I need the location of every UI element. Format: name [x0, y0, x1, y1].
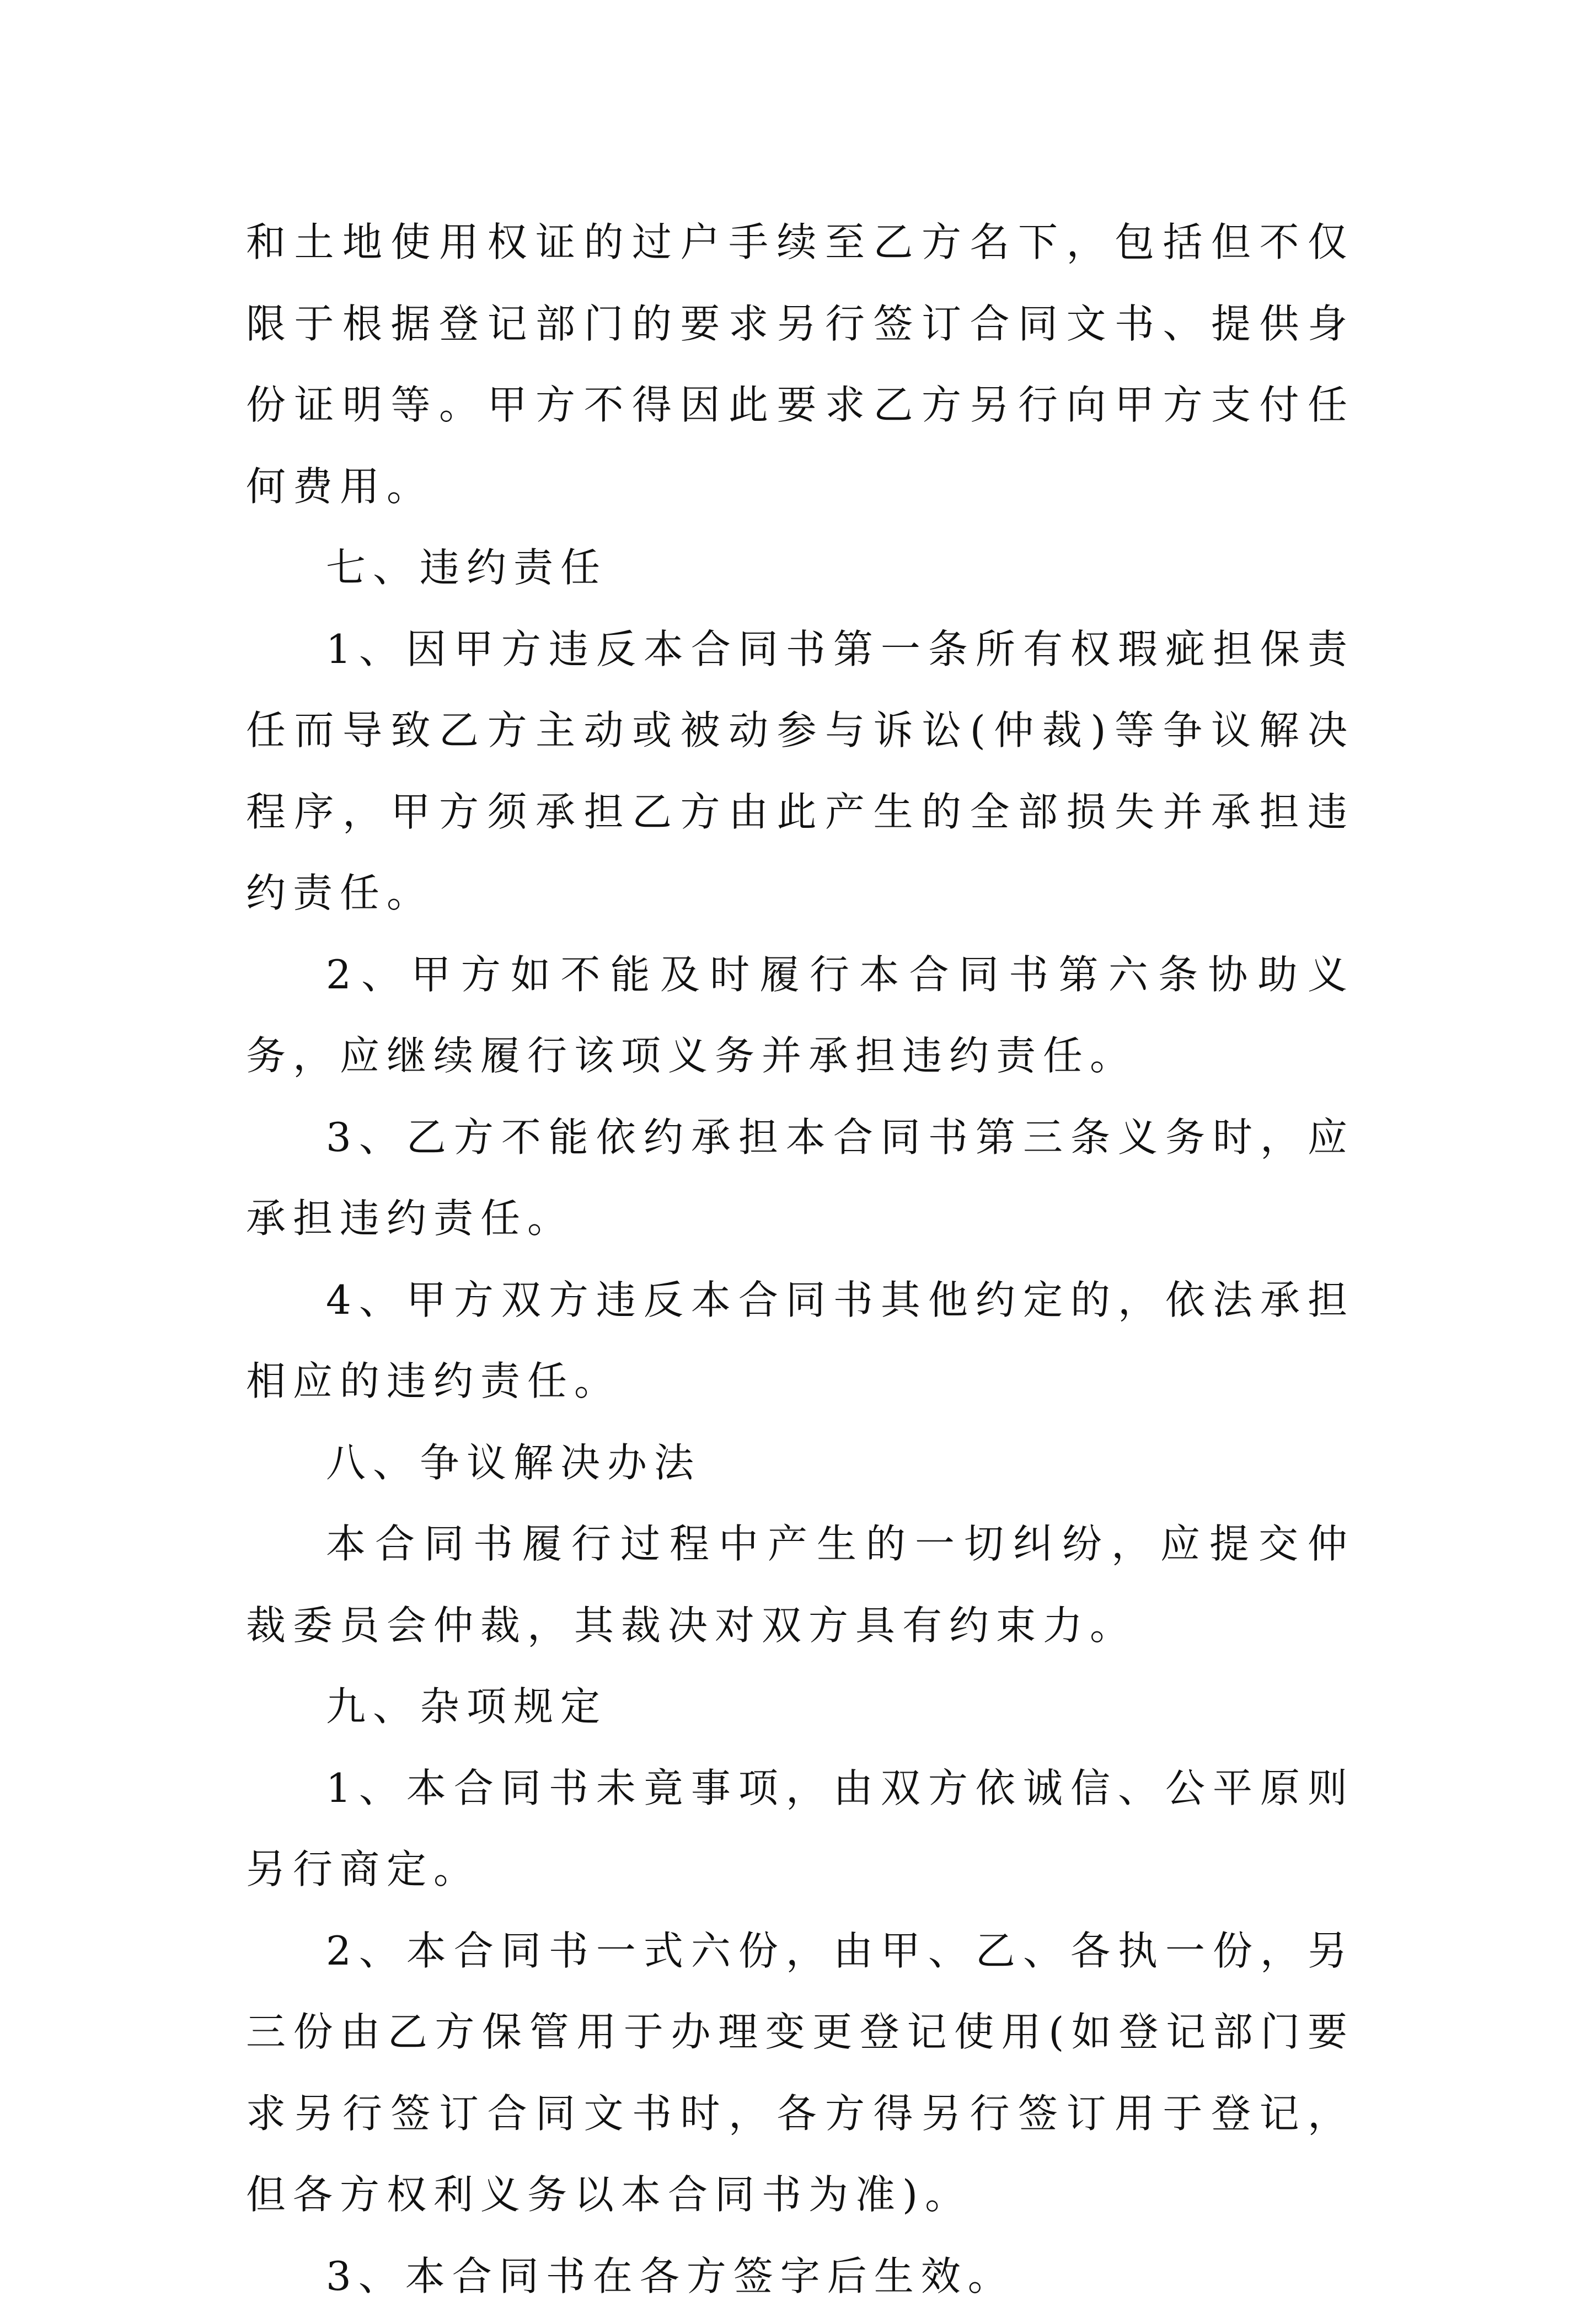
section-heading-dispute: 八、争议解决办法: [246, 1422, 1354, 1504]
section-heading-misc: 九、杂项规定: [246, 1666, 1354, 1748]
clause-misc-2: 2、本合同书一式六份，由甲、乙、各执一份，另三份由乙方保管用于办理变更登记使用(如登记部门要求另行签订合同文书时，各方得另行签订用于登记，但各方权利义务以本合同书为准)。: [246, 1911, 1354, 2236]
clause-misc-1: 1、本合同书未竟事项，由双方依诚信、公平原则另行商定。: [246, 1748, 1354, 1911]
clause-breach-1: 1、因甲方违反本合同书第一条所有权瑕疵担保责任而导致乙方主动或被动参与诉讼(仲裁)等争议解决程序，甲方须承担乙方由此产生的全部损失并承担违约责任。: [246, 609, 1354, 934]
section-heading-breach: 七、违约责任: [246, 527, 1354, 609]
clause-dispute: 本合同书履行过程中产生的一切纠纷，应提交仲裁委员会仲裁，其裁决对双方具有约束力。: [246, 1503, 1354, 1666]
document-body: [246, 202, 1354, 2317]
paragraph-transfer-continuation: 和土地使用权证的过户手续至乙方名下，包括但不仅限于根据登记部门的要求另行签订合同文书、提供身份证明等。甲方不得因此要求乙方另行向甲方支付任何费用。: [246, 202, 1354, 527]
clause-breach-2: 2、甲方如不能及时履行本合同书第六条协助义务，应继续履行该项义务并承担违约责任。: [246, 934, 1354, 1097]
clause-breach-4: 4、甲方双方违反本合同书其他约定的，依法承担相应的违约责任。: [246, 1260, 1354, 1422]
clause-misc-3: 3、本合同书在各方签字后生效。: [246, 2236, 1354, 2317]
clause-breach-3: 3、乙方不能依约承担本合同书第三条义务时，应承担违约责任。: [246, 1097, 1354, 1260]
